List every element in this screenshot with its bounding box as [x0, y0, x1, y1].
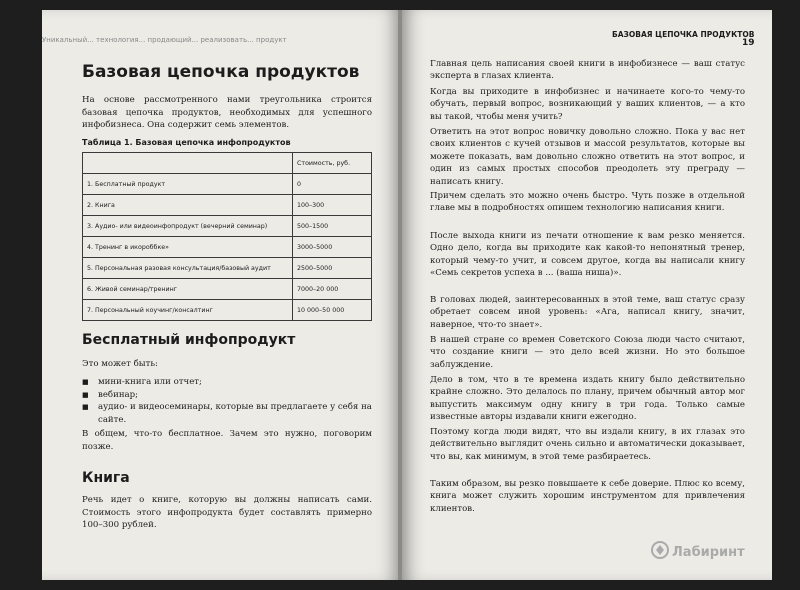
section-free-product-title: Бесплатный инфопродукт [82, 332, 296, 348]
right-page [402, 10, 772, 580]
intro-paragraph: На основе рассмотренного нами треугольника строится базовая цепочка продуктов, необходимых для успешного инфобизнеса. Она содержит семь элементов. [82, 95, 372, 131]
paragraph: Поэтому когда люди видят, что вы издали книгу, в их глазах это действительно выглядит очень сильно и автоматически доказывает, что вы, как минимум, в этой теме разбираетесь. [430, 427, 745, 462]
table-cell: 0 [293, 174, 372, 195]
table-cell: 5. Персональная разовая консультация/базовый аудит [83, 258, 293, 279]
free-product-list [82, 376, 372, 426]
page-title: Базовая цепочка продуктов [82, 62, 360, 82]
section-free-product-lead: Это может быть: [82, 359, 158, 369]
table-cell: 7. Персональный коучинг/консалтинг [83, 300, 293, 321]
right-running-header: БАЗОВАЯ ЦЕПОЧКА ПРОДУКТОВ [612, 30, 755, 39]
table-cell: 4. Тренинг в икороббке» [83, 237, 293, 258]
table-header-cell: Стоимость, руб. [293, 153, 372, 174]
paragraph: После выхода книги из печати отношение к вам резко меняется. Одно дело, когда вы приходите как какой-то непонятный тренер, который чему-то учит, и совсем другое, когда вы написали книгу «Семь секретов успеха в ... (ваша ниша)». [430, 231, 745, 279]
table-row [83, 258, 372, 279]
table-row [83, 279, 372, 300]
table-header-row [83, 153, 372, 174]
paragraph: Причем сделать это можно очень быстро. Чуть позже в отдельной главе мы в подробностях опишем технологию написания книги. [430, 191, 745, 214]
table-cell: 100–300 [293, 195, 372, 216]
paragraph: Когда вы приходите в инфобизнес и начинаете кого-то чему-то обучать, первый вопрос, возникающий у ваших клиентов, — а кто вы такой, чтобы меня учить? [430, 87, 745, 122]
paragraph: Главная цель написания своей книги в инфобизнесе — ваш статус эксперта в глазах клиента. [430, 59, 745, 82]
table-cell: 500–1500 [293, 216, 372, 237]
products-table [82, 152, 372, 321]
list-item: ■ мини-книга или отчет; [82, 376, 372, 389]
list-item: ■ вебинар; [82, 389, 372, 402]
paragraph: В головах людей, заинтересованных в этой теме, ваш статус сразу обретает совсем иной уровень: «Ага, написал книгу, значит, наверное, что-то знает». [430, 295, 745, 330]
left-running-header: Уникальный... технология... продающий... реализовать... продукт [42, 36, 287, 44]
section-book-text: Речь идет о книге, которую вы должны написать сами. Стоимость этого инфопродукта будет составлять примерно 100–300 рублей. [82, 495, 372, 531]
table-cell: 3000–5000 [293, 237, 372, 258]
table-row [83, 216, 372, 237]
section-book-title: Книга [82, 470, 130, 486]
watermark: Лабиринт [672, 545, 745, 560]
table-cell: 7000–20 000 [293, 279, 372, 300]
labirint-logo-icon [650, 540, 670, 560]
paragraph: Таким образом, вы резко повышаете к себе доверие. Плюс ко всему, книга может служить хорошим инструментом для привлечения клиентов. [430, 479, 745, 514]
table-cell: 1. Бесплатный продукт [83, 174, 293, 195]
table-row [83, 174, 372, 195]
paragraph: Дело в том, что в те времена издать книгу было действительно крайне сложно. Это делалось по плану, причем обычный автор мог выпустить максимум одну книгу в три года. Только самые известные авторы издавали книги ежегодно. [430, 375, 745, 423]
left-page [42, 10, 400, 580]
table-header-cell [83, 153, 293, 174]
table-cell: 10 000–50 000 [293, 300, 372, 321]
table-caption: Таблица 1. Базовая цепочка инфопродуктов [82, 138, 291, 147]
table-row [83, 237, 372, 258]
table-cell: 2500–5000 [293, 258, 372, 279]
paragraph: Ответить на этот вопрос новичку довольно сложно. Пока у вас нет своих клиентов с кучей отзывов и массой результатов, которые вы можете показать, вам довольно сложно ответить на этот вопрос, и один из самых простых способов преодолеть эту преграду — написать книгу. [430, 127, 745, 187]
table-cell: 2. Книга [83, 195, 293, 216]
page-number: 19 [742, 38, 755, 48]
section-free-product-text: В общем, что-то бесплатное. Зачем это нужно, поговорим позже. [82, 429, 372, 452]
table-cell: 6. Живой семинар/тренинг [83, 279, 293, 300]
paragraph: В нашей стране со времен Советского Союза люди часто считают, что создание книги — это дело всей жизни. Но это большое заблуждение. [430, 335, 745, 370]
table-row [83, 195, 372, 216]
table-row [83, 300, 372, 321]
list-item: ■ аудио- и видеосеминары, которые вы предлагаете у себя на сайте. [82, 401, 372, 426]
table-cell: 3. Аудио- или видеоинфопродукт (вечерний семинар) [83, 216, 293, 237]
